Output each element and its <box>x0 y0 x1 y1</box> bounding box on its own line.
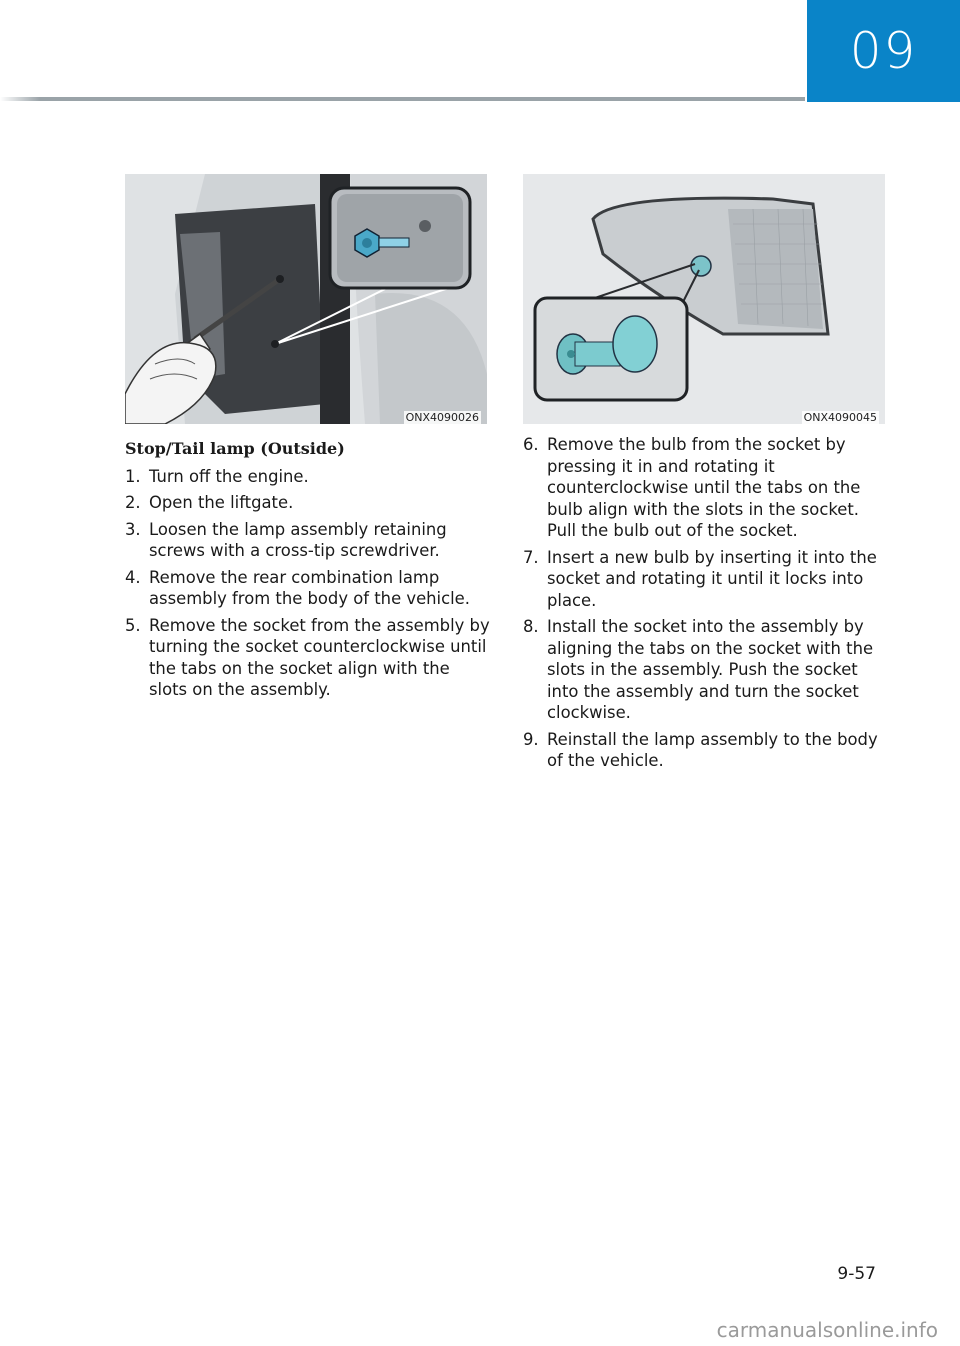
step-text: Turn off the engine. <box>149 466 309 486</box>
step-item <box>523 547 888 612</box>
step-item <box>125 466 490 488</box>
header-rule <box>0 97 805 101</box>
step-list <box>523 434 888 772</box>
step-number: 2. <box>125 493 141 512</box>
lamp-screw-illustration <box>125 174 487 424</box>
chapter-tab: 09 <box>807 0 960 102</box>
step-text: Loosen the lamp assembly retaining screws with a cross-tip screwdriver. <box>149 519 447 560</box>
step-text: Reinstall the lamp assembly to the body of the vehicle. <box>547 729 878 770</box>
step-text: Remove the bulb from the socket by pressing it in and rotating it counterclockwise until the tabs on the bulb align with the slots in the socket. Pull the bulb out of the socket. <box>547 435 861 540</box>
step-item <box>523 434 888 542</box>
page-number: 9-57 <box>837 1264 876 1284</box>
figure-lamp-socket <box>523 174 885 424</box>
step-item <box>125 492 490 514</box>
step-list <box>125 466 490 701</box>
step-text: Insert a new bulb by inserting it into the socket and rotating it until it locks into place. <box>547 547 877 610</box>
step-text: Open the liftgate. <box>149 493 294 512</box>
step-number: 4. <box>125 567 141 587</box>
watermark: carmanualsonline.info <box>716 1318 938 1342</box>
left-column <box>125 432 490 706</box>
step-number: 7. <box>523 547 539 567</box>
step-number: 1. <box>125 466 141 486</box>
step-number: 8. <box>523 617 539 636</box>
step-number: 3. <box>125 519 141 539</box>
step-item <box>523 616 888 724</box>
figure-lamp-screw-removal <box>125 174 487 424</box>
section-title: Stop/Tail lamp (Outside) <box>125 439 345 458</box>
step-item <box>125 519 490 562</box>
header-rule-fade <box>0 97 40 101</box>
step-number: 6. <box>523 435 539 454</box>
step-item <box>523 729 888 772</box>
step-item <box>125 615 490 701</box>
step-number: 5. <box>125 615 141 635</box>
lamp-socket-illustration <box>523 174 885 424</box>
step-number: 9. <box>523 729 539 749</box>
step-text: Remove the socket from the assembly by turning the socket counterclockwise until the tabs on the socket align with the slots on the assembly. <box>149 615 490 699</box>
right-column <box>523 432 888 777</box>
figure-code: ONX4090045 <box>803 411 877 424</box>
step-item <box>125 567 490 610</box>
step-text: Install the socket into the assembly by aligning the tabs on the socket with the slots in the assembly. Push the socket into the assembly and turn the socket clockwise. <box>547 617 874 722</box>
step-text: Remove the rear combination lamp assembly from the body of the vehicle. <box>149 567 470 608</box>
figure-code: ONX4090026 <box>405 411 479 424</box>
